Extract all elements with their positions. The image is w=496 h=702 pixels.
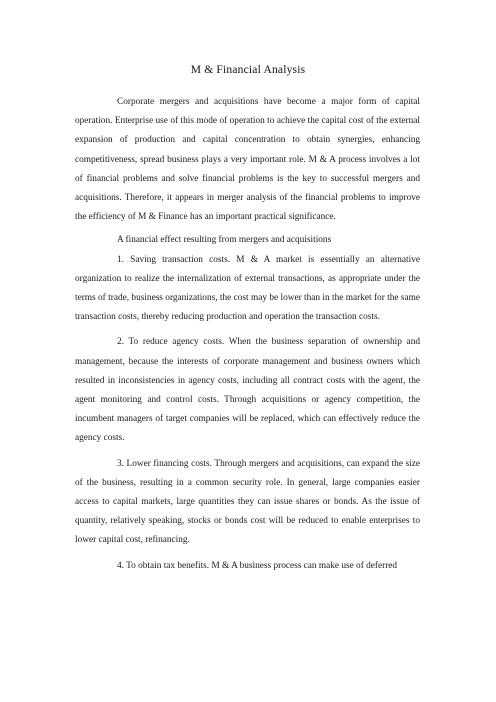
point-paragraph-4: 4. To obtain tax benefits. M & A business process can make use of deferred bbox=[117, 560, 398, 571]
point-paragraph-2: 2. To reduce agency costs. When the business separation of ownership and management, because the interests of corporate management and business owners which resulted in inconsistencies in agency costs, including all contract costs with the agent, the agent monitoring and control costs. Through acquisitions or agency competition, the incumbent managers of target companies will be replaced, which can effectively reduce the agency costs. bbox=[75, 337, 420, 444]
point-paragraph-1: 1. Saving transaction costs. M & A market is essentially an alternative organization to realize the internalization of external transactions, as appropriate under the terms of trade, business organizations, the cost may be lower than in the market for the same transaction costs, thereby reducing production and operation the transaction costs. bbox=[75, 254, 420, 323]
point-paragraph-3: 3. Lower financing costs. Through mergers and acquisitions, can expand the size of the business, resulting in a common security role. In general, large companies easier access to capital markets, large quantities they can issue shares or bonds. As the issue of quantity, relatively speaking, stocks or bonds cost will be reduced to enable enterprises to lower capital cost, refinancing. bbox=[75, 458, 420, 546]
document-title: M & Financial Analysis bbox=[190, 64, 306, 76]
document-body bbox=[75, 93, 420, 576]
intro-paragraph: Corporate mergers and acquisitions have become a major form of capital operation. Enterprise use of this mode of operation to achieve the capital cost of the external expansion of production and capital concentration to obtain synergies, enhancing competitiveness, spread business plays a very important role. M & A process involves a lot of financial problems and solve financial problems is the key to successful mergers and acquisitions. Therefore, it appears in merger analysis of the financial problems to improve the efficiency of M & Finance has an important practical significance. bbox=[75, 97, 420, 223]
section-heading: A financial effect resulting from mergers and acquisitions bbox=[117, 235, 332, 246]
